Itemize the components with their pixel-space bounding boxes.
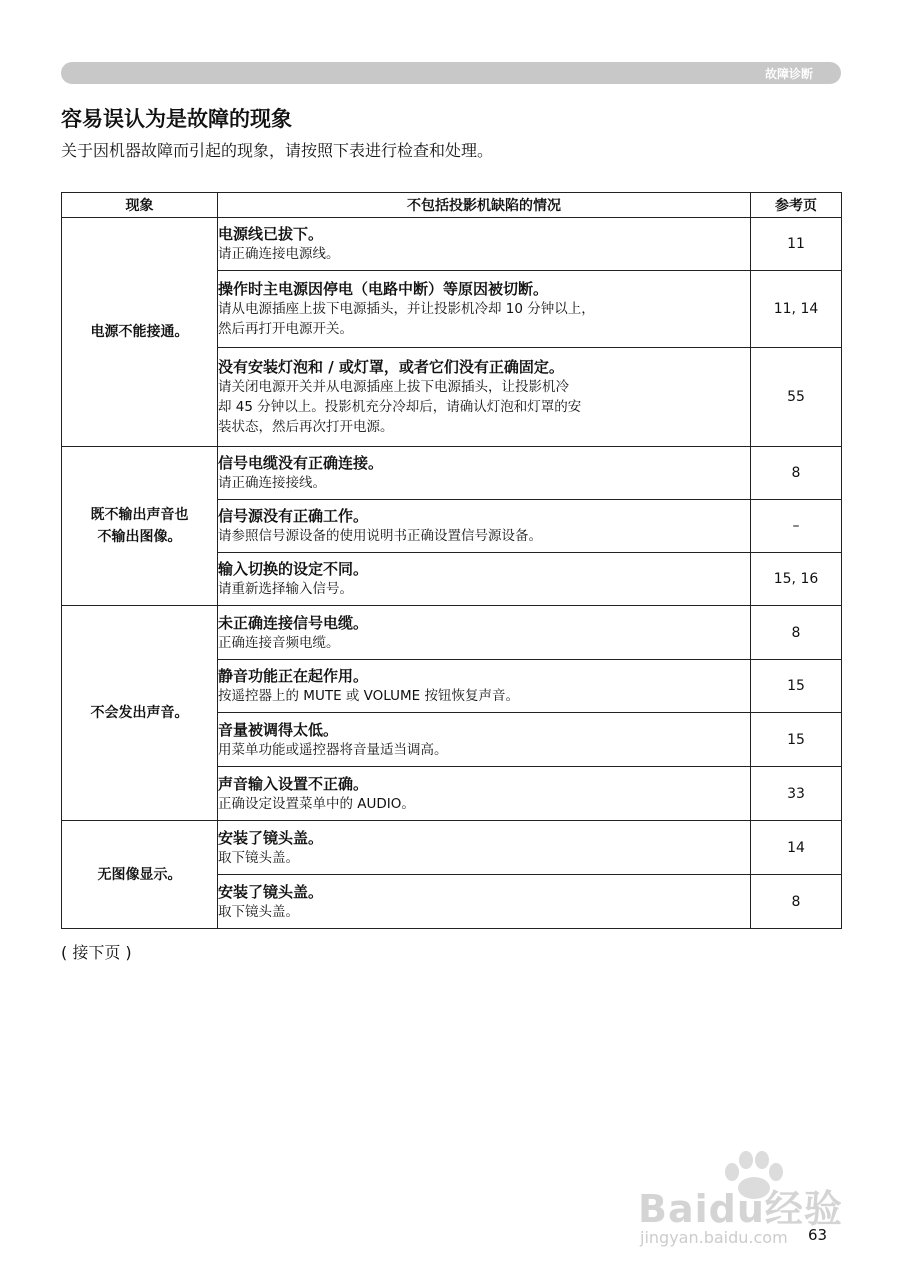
symptom-cell (62, 606, 218, 821)
watermark-url: jingyan.baidu.com (640, 1228, 788, 1247)
condition-cell (218, 447, 751, 500)
condition-cell (218, 767, 751, 821)
condition-description: 按遥控器上的 MUTE 或 VOLUME 按钮恢复声音。 (218, 688, 520, 704)
symptom-line: 不会发出声音。 (90, 705, 189, 721)
condition-description: 请正确连接电源线。 (218, 246, 340, 262)
continued-note: ( 接下页 ) (61, 943, 132, 962)
section-header-bar (61, 62, 841, 84)
reference-page: 11 (751, 218, 842, 271)
condition-description: 取下镜头盖。 (218, 849, 299, 866)
condition-title: 未正确连接信号电缆。 (218, 613, 369, 632)
condition-cell (218, 218, 751, 271)
header-reference: 参考页 (751, 193, 842, 218)
condition-title: 音量被调得太低。 (218, 720, 339, 739)
condition-description: 正确设定设置菜单中的 AUDIO。 (218, 795, 415, 812)
reference-page: 33 (751, 767, 842, 821)
page-title: 容易误认为是故障的现象 (61, 107, 292, 131)
condition-cell (218, 348, 751, 447)
table-row (62, 447, 842, 500)
condition-title: 声音输入设置不正确。 (218, 774, 369, 793)
reference-page: 14 (751, 821, 842, 875)
page-intro: 关于因机器故障而引起的现象，请按照下表进行检查和处理。 (61, 141, 494, 160)
condition-description: 却 45 分钟以上。投影机充分冷却后，请确认灯泡和灯罩的安 (218, 399, 582, 415)
symptom-cell (62, 447, 218, 606)
watermark-logo: Baidu经验 (638, 1187, 843, 1231)
condition-cell (218, 606, 751, 660)
reference-page: – (751, 500, 842, 553)
reference-page: 8 (751, 875, 842, 929)
condition-title: 没有安装灯泡和 / 或灯罩，或者它们没有正确固定。 (218, 358, 564, 376)
page-number: 63 (808, 1226, 828, 1244)
symptom-line: 既不输出声音也 (90, 507, 189, 523)
table-row (62, 218, 842, 271)
condition-title: 输入切换的设定不同。 (218, 560, 369, 578)
troubleshooting-table (61, 192, 842, 929)
symptom-line: 不输出图像。 (97, 529, 182, 545)
condition-description: 请关闭电源开关并从电源插座上拔下电源插头，让投影机冷 (218, 379, 569, 395)
symptom-cell (62, 821, 218, 929)
table-body (62, 218, 842, 929)
condition-cell (218, 713, 751, 767)
condition-title: 操作时主电源因停电（电路中断）等原因被切断。 (218, 280, 549, 298)
condition-title: 电源线已拔下。 (218, 225, 324, 243)
condition-cell (218, 660, 751, 713)
table-row (62, 606, 842, 660)
condition-title: 安装了镜头盖。 (218, 828, 324, 847)
table-header-row (62, 193, 842, 218)
symptom-cell (62, 218, 218, 447)
condition-description: 请参照信号源设备的使用说明书正确设置信号源设备。 (218, 528, 542, 544)
condition-cell (218, 553, 751, 606)
condition-description: 取下镜头盖。 (218, 903, 299, 920)
condition-title: 信号源没有正确工作。 (218, 507, 369, 525)
condition-title: 安装了镜头盖。 (218, 882, 324, 901)
condition-description: 装状态，然后再次打开电源。 (218, 419, 394, 435)
reference-page: 8 (751, 447, 842, 500)
reference-page: 55 (751, 348, 842, 447)
reference-page: 8 (751, 606, 842, 660)
header-symptom: 现象 (62, 193, 218, 218)
section-label: 故障诊断 (764, 67, 813, 81)
condition-cell (218, 875, 751, 929)
condition-cell (218, 271, 751, 348)
condition-description: 用菜单功能或遥控器将音量适当调高。 (218, 741, 448, 758)
header-condition: 不包括投影机缺陷的情况 (218, 193, 751, 218)
table-row (62, 821, 842, 875)
reference-page: 15 (751, 660, 842, 713)
condition-description: 请重新选择输入信号。 (218, 581, 353, 597)
reference-page: 11, 14 (751, 271, 842, 348)
condition-description: 正确连接音频电缆。 (218, 634, 340, 651)
condition-description: 请正确连接接线。 (218, 475, 326, 491)
condition-description: 然后再打开电源开关。 (218, 321, 353, 337)
reference-page: 15 (751, 713, 842, 767)
condition-title: 静音功能正在起作用。 (218, 667, 369, 685)
reference-page: 15, 16 (751, 553, 842, 606)
condition-title: 信号电缆没有正确连接。 (218, 454, 384, 472)
condition-cell (218, 500, 751, 553)
condition-description: 请从电源插座上拔下电源插头，并让投影机冷却 10 分钟以上， (218, 301, 595, 317)
symptom-line: 电源不能接通。 (90, 324, 189, 340)
symptom-line: 无图像显示。 (97, 866, 182, 883)
condition-cell (218, 821, 751, 875)
